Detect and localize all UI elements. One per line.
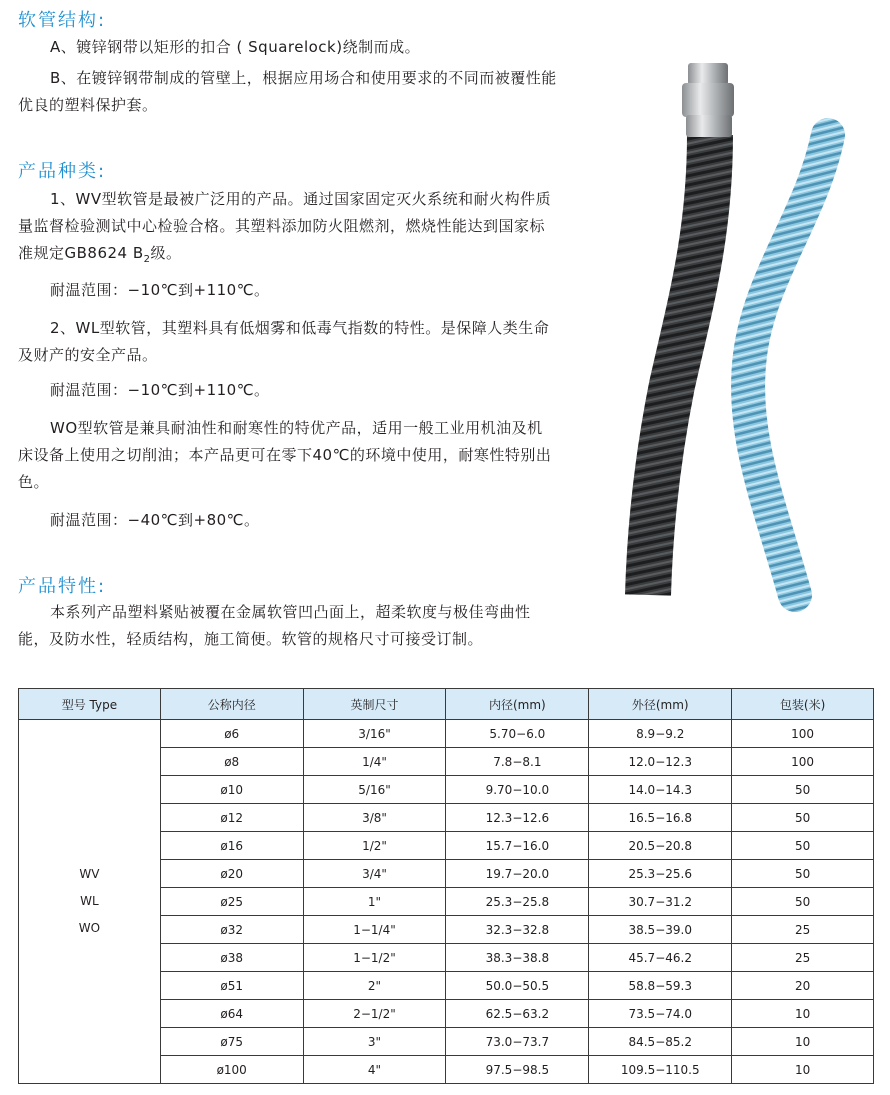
features-title: 产品特性: xyxy=(18,576,107,597)
cell-packaging: 50 xyxy=(732,776,874,804)
cell-imperial-size: 1−1/4" xyxy=(303,916,446,944)
header-inner-diameter: 内径(mm) xyxy=(446,689,589,720)
features-text: 本系列产品塑料紧贴被覆在金属软管凹凸面上，超柔软度与极佳弯曲性能，及防水性，轻质结构，施工简便。软管的规格尺寸可接受订制。 xyxy=(18,603,531,648)
cell-packaging: 10 xyxy=(732,1000,874,1028)
cell-outer-diameter: 109.5−110.5 xyxy=(589,1056,732,1084)
cell-imperial-size: 2−1/2" xyxy=(303,1000,446,1028)
cell-nominal-diameter: ø20 xyxy=(160,860,303,888)
cell-packaging: 25 xyxy=(732,916,874,944)
cell-packaging: 10 xyxy=(732,1056,874,1084)
black-hose xyxy=(648,135,710,595)
cell-nominal-diameter: ø38 xyxy=(160,944,303,972)
cell-nominal-diameter: ø32 xyxy=(160,916,303,944)
cell-imperial-size: 2" xyxy=(303,972,446,1000)
type-cell xyxy=(19,720,161,1084)
cell-outer-diameter: 38.5−39.0 xyxy=(589,916,732,944)
cell-outer-diameter: 20.5−20.8 xyxy=(589,832,732,860)
header-outer-diameter: 外径(mm) xyxy=(589,689,732,720)
cell-inner-diameter: 15.7−16.0 xyxy=(446,832,589,860)
cell-inner-diameter: 32.3−32.8 xyxy=(446,916,589,944)
cell-inner-diameter: 5.70−6.0 xyxy=(446,720,589,748)
cell-nominal-diameter: ø25 xyxy=(160,888,303,916)
cell-outer-diameter: 73.5−74.0 xyxy=(589,1000,732,1028)
wv-grade-sub: 2 xyxy=(143,254,151,265)
cell-outer-diameter: 84.5−85.2 xyxy=(589,1028,732,1056)
cell-nominal-diameter: ø12 xyxy=(160,804,303,832)
cell-imperial-size: 1/4" xyxy=(303,748,446,776)
cell-packaging: 50 xyxy=(732,888,874,916)
cell-outer-diameter: 30.7−31.2 xyxy=(589,888,732,916)
cell-inner-diameter: 9.70−10.0 xyxy=(446,776,589,804)
cell-imperial-size: 5/16" xyxy=(303,776,446,804)
header-packaging: 包装(米) xyxy=(732,689,874,720)
cell-packaging: 20 xyxy=(732,972,874,1000)
cell-inner-diameter: 38.3−38.8 xyxy=(446,944,589,972)
cell-nominal-diameter: ø64 xyxy=(160,1000,303,1028)
header-nominal-diameter: 公称内径 xyxy=(160,689,303,720)
structure-title: 软管结构: xyxy=(18,10,107,31)
cell-nominal-diameter: ø6 xyxy=(160,720,303,748)
cell-packaging: 50 xyxy=(732,832,874,860)
table-row xyxy=(19,720,874,748)
header-type: 型号 Type xyxy=(19,689,161,720)
cell-imperial-size: 4" xyxy=(303,1056,446,1084)
cell-inner-diameter: 97.5−98.5 xyxy=(446,1056,589,1084)
cell-outer-diameter: 45.7−46.2 xyxy=(589,944,732,972)
cell-imperial-size: 1−1/2" xyxy=(303,944,446,972)
cell-imperial-size: 3" xyxy=(303,1028,446,1056)
wo-temp-range: 耐温范围：−40℃到+80℃。 xyxy=(50,511,260,529)
cell-inner-diameter: 25.3−25.8 xyxy=(446,888,589,916)
types-title: 产品种类: xyxy=(18,161,107,182)
cell-inner-diameter: 73.0−73.7 xyxy=(446,1028,589,1056)
cell-packaging: 100 xyxy=(732,748,874,776)
wv-text: 1、WV型软管是最被广泛用的产品。通过国家固定灭火系统和耐火构件质量监督检验测试中心检验合格。其塑料添加防火阻燃剂，燃烧性能达到国家标准规定GB8624 B xyxy=(18,190,552,262)
wv-temp-range: 耐温范围：−10℃到+110℃。 xyxy=(50,281,270,299)
cell-packaging: 50 xyxy=(732,860,874,888)
cell-outer-diameter: 25.3−25.6 xyxy=(589,860,732,888)
structure-item-a: A、镀锌钢带以矩形的扣合 ( Squarelock)绕制而成。 xyxy=(50,38,421,56)
cell-imperial-size: 3/8" xyxy=(303,804,446,832)
blue-hose xyxy=(748,135,828,595)
wl-temp-range: 耐温范围：−10℃到+110℃。 xyxy=(50,381,270,399)
wl-description: 2、WL型软管，其塑料具有低烟雾和低毒气指数的特性。是保障人类生命及财产的安全产品。 xyxy=(18,319,550,364)
metal-fitting xyxy=(682,63,734,137)
cell-nominal-diameter: ø75 xyxy=(160,1028,303,1056)
wv-description xyxy=(18,186,558,273)
cell-imperial-size: 1/2" xyxy=(303,832,446,860)
spec-table xyxy=(18,688,874,1084)
cell-nominal-diameter: ø51 xyxy=(160,972,303,1000)
cell-imperial-size: 3/16" xyxy=(303,720,446,748)
cell-inner-diameter: 7.8−8.1 xyxy=(446,748,589,776)
cell-nominal-diameter: ø100 xyxy=(160,1056,303,1084)
cell-inner-diameter: 50.0−50.5 xyxy=(446,972,589,1000)
cell-inner-diameter: 62.5−63.2 xyxy=(446,1000,589,1028)
cell-inner-diameter: 19.7−20.0 xyxy=(446,860,589,888)
cell-packaging: 100 xyxy=(732,720,874,748)
wo-description: WO型软管是兼具耐油性和耐寒性的特优产品，适用一般工业用机油及机床设备上使用之切削油；本产品更可在零下40℃的环境中使用，耐寒性特别出色。 xyxy=(18,419,552,491)
cell-nominal-diameter: ø10 xyxy=(160,776,303,804)
header-imperial-size: 英制尺寸 xyxy=(303,689,446,720)
cell-outer-diameter: 8.9−9.2 xyxy=(589,720,732,748)
cell-inner-diameter: 12.3−12.6 xyxy=(446,804,589,832)
cell-imperial-size: 3/4" xyxy=(303,860,446,888)
table-body xyxy=(19,720,874,1084)
type-label: WL xyxy=(80,894,99,908)
hose-illustration xyxy=(600,55,880,615)
cell-outer-diameter: 16.5−16.8 xyxy=(589,804,732,832)
cell-outer-diameter: 14.0−14.3 xyxy=(589,776,732,804)
cell-nominal-diameter: ø16 xyxy=(160,832,303,860)
cell-outer-diameter: 12.0−12.3 xyxy=(589,748,732,776)
cell-packaging: 10 xyxy=(732,1028,874,1056)
wv-text-end: 级。 xyxy=(150,244,182,262)
structure-item-b: B、在镀锌钢带制成的管壁上，根据应用场合和使用要求的不同而被覆性能优良的塑料保护套。 xyxy=(18,69,557,114)
cell-outer-diameter: 58.8−59.3 xyxy=(589,972,732,1000)
type-label: WO xyxy=(78,921,101,935)
type-label: WV xyxy=(79,867,100,881)
cell-imperial-size: 1" xyxy=(303,888,446,916)
cell-packaging: 25 xyxy=(732,944,874,972)
cell-packaging: 50 xyxy=(732,804,874,832)
table-header-row xyxy=(19,689,874,720)
cell-nominal-diameter: ø8 xyxy=(160,748,303,776)
